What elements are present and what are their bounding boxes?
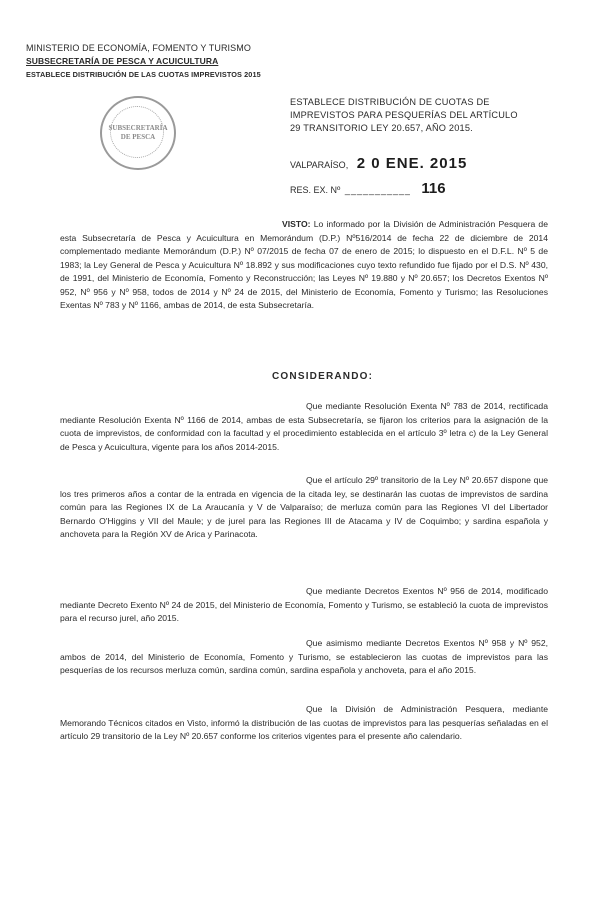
header-subject: ESTABLECE DISTRIBUCIÓN DE LAS CUOTAS IMPREVISTOS 2015 — [26, 70, 261, 79]
resolution-underline: ___________ — [344, 185, 411, 195]
paragraph-5-text: Que la División de Administración Pesquera, mediante Memorando Técnicos citados en Visto, informó la distribución de las cuotas de imprevistos para las pesquerías señaladas en el artículo 29 transitorio de la Ley Nº 20.657 conforme los criterios vigentes para el presente año calendario. — [60, 704, 548, 741]
ministry-name: MINISTERIO DE ECONOMÍA, FOMENTO Y TURISMO — [26, 43, 251, 53]
considerando-paragraph-4 — [60, 637, 548, 678]
resolution-title: ESTABLECE DISTRIBUCIÓN DE CUOTAS DE IMPREVISTOS PARA PESQUERÍAS DEL ARTÍCULO 29 TRANSITORIO LEY 20.657, AÑO 2015. — [290, 97, 518, 133]
resolution-number: 116 — [421, 180, 446, 197]
paragraph-3-text: Que mediante Decretos Exentos Nº 956 de 2014, modificado mediante Decreto Exento Nº 24 de 2015, del Ministerio de Economía, Fomento y Turismo, se estableció la cuota de imprevistos para el recurso jurel, año 2015. — [60, 586, 548, 623]
considerando-heading: CONSIDERANDO: — [272, 371, 374, 382]
subsecretaria-name: SUBSECRETARÍA DE PESCA Y ACUICULTURA — [26, 56, 219, 66]
considerando-paragraph-1 — [60, 400, 548, 454]
considerando-paragraph-3 — [60, 585, 548, 626]
seal-line-2: DE PESCA — [120, 133, 156, 141]
letterhead — [26, 42, 286, 81]
visto-section — [60, 218, 548, 313]
resolution-label: RES. EX. Nº — [290, 185, 341, 195]
paragraph-1-text: Que mediante Resolución Exenta Nº 783 de 2014, rectificada mediante Resolución Exenta Nº 1166 de 2014, ambas de esta Subsecretaría, se fijaron los criterios para la asignación de la cuota de imprevistos, de conformidad con la facultad y el procedimiento establecida en el artículo 3º letra c) de la Ley General de Pesca y Acuicultura, vigente para los años 2014-2015. — [60, 401, 548, 452]
seal-line-1: SUBSECRETARÍA — [108, 124, 168, 132]
date-line — [290, 155, 467, 172]
considerando-paragraph-2 — [60, 474, 548, 542]
considerando-paragraph-5 — [60, 703, 548, 744]
seal-text — [102, 124, 174, 142]
official-seal — [100, 96, 176, 170]
paragraph-4-text: Que asimismo mediante Decretos Exentos Nº 958 y Nº 952, ambos de 2014, del Ministerio de Economía, Fomento y Turismo, se establecieron las cuotas de imprevistos para las pesquerías de los recursos merluza común, sardina común, sardina española y anchoveta, para el año 2015. — [60, 638, 548, 675]
paragraph-2-text: Que el artículo 29º transitorio de la Ley Nº 20.657 dispone que los tres primeros años a contar de la entrada en vigencia de la citada ley, se destinarán las cuotas de imprevistos de sardina común para las Regiones IX de La Araucanía y V de Valparaíso; de merluza común para las Regiones VI del Libertador Bernardo O'Higgins y VII del Maule; y de jurel para las Regiones III de Atacama y IV de Coquimbo; y sardina española y anchoveta para la Región XV de Arica y Parinacota. — [60, 475, 548, 539]
date-stamp: 2 0 ENE. 2015 — [356, 155, 468, 172]
visto-text: Lo informado por la División de Administración Pesquera de esta Subsecretaría de Pesca y Acuicultura en Memorándum (D.P.) Nº516/2014 de fecha 22 de diciembre de 2014 complementado mediante Memorándum (D.P.) Nº 07/2015 de fecha 07 de enero de 2015; lo dispuesto en el D.F.L. Nº 5 de 1983; la Ley General de Pesca y Acuicultura Nº 18.892 y sus modificaciones cuyo texto refundido fue fijado por el D.S. Nº 430, de 1991, del Ministerio de Economía, Fomento y Reconstrucción; las Leyes Nº 19.880 y Nº 20.657; los Decretos Exentos Nº 952, Nº 956 y Nº 958, todos de 2014 y Nº 24 de 2015, del Ministerio de Economía, Fomento y Turismo; las Resoluciones Exentas Nº 783 y Nº 1166, ambas de 2014, de esta Subsecretaría. — [60, 219, 548, 310]
visto-label: VISTO: — [282, 219, 311, 229]
resolution-number-line — [290, 180, 446, 197]
date-place: VALPARAÍSO, — [290, 160, 349, 170]
